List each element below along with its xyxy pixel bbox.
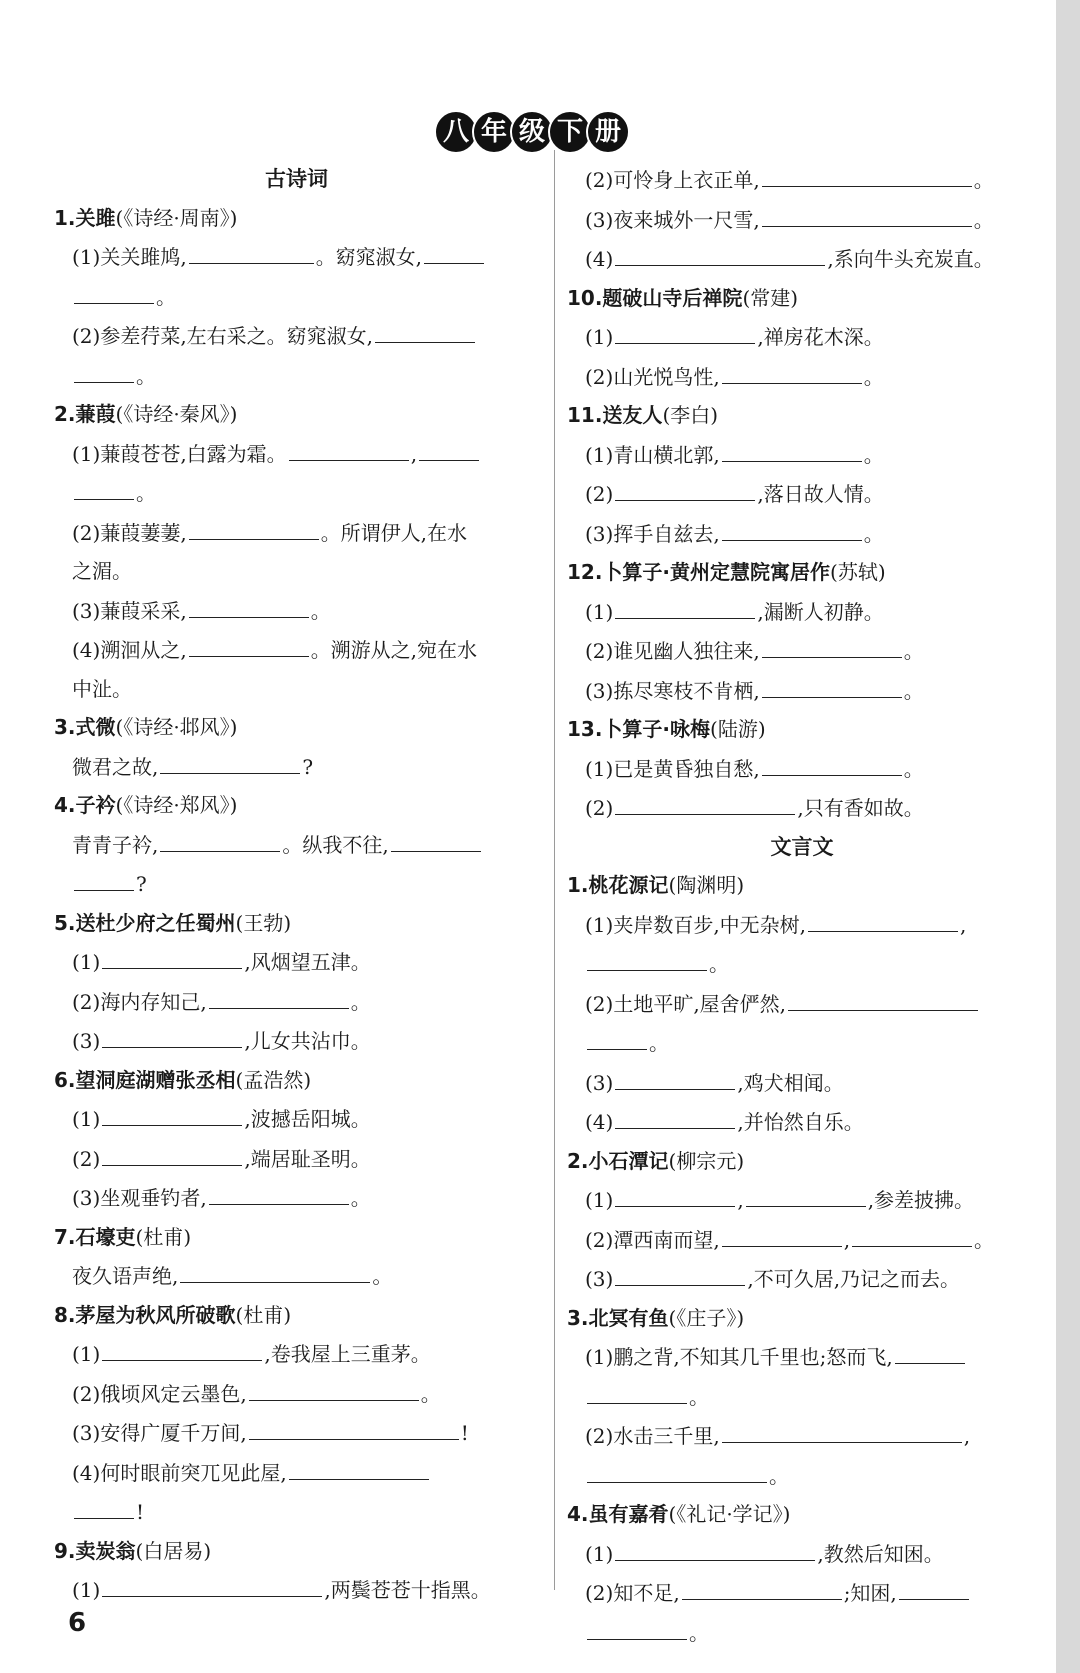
question-line: (1) , ,参差披拂。: [567, 1180, 1037, 1220]
title-char: 级: [510, 110, 554, 154]
poem-title: 4.子衿(《诗经·郑风》): [54, 793, 238, 817]
answer-blank[interactable]: [189, 237, 314, 264]
question-line: (3) ,不可久居,乃记之而去。: [567, 1259, 1037, 1299]
question-line: 微君之故, ?: [54, 747, 539, 787]
question-line: 。: [567, 1377, 1037, 1417]
question-line: (3)夜来城外一尺雪, 。: [567, 200, 1037, 240]
answer-blank[interactable]: [189, 591, 309, 618]
answer-blank[interactable]: [899, 1573, 969, 1600]
question-line: (2) ,只有香如故。: [567, 788, 1037, 828]
question-line: (2) ,端居耻圣明。: [54, 1139, 539, 1179]
question-line: ?: [54, 864, 539, 904]
poem-title: 12.卜算子·黄州定慧院寓居作(苏轼): [567, 560, 886, 584]
question-line: 。: [567, 1456, 1037, 1496]
page-number: 6: [68, 1608, 87, 1638]
question-line: (1) ,禅房花木深。: [567, 317, 1037, 357]
essay-title: 4.虽有嘉肴(《礼记·学记》): [567, 1502, 791, 1526]
answer-blank[interactable]: [615, 1102, 735, 1129]
question-line: (2)水击三千里, ,: [567, 1416, 1037, 1456]
poem-title: 5.送杜少府之任蜀州(王勃): [54, 910, 292, 935]
question-line: 青青子衿, 。纵我不往,: [54, 825, 539, 865]
answer-blank[interactable]: [682, 1573, 842, 1600]
poem-title: 3.式微(《诗经·邶风》): [54, 715, 238, 739]
question-line: 之湄。: [72, 559, 132, 583]
question-line: (3)蒹葭采采, 。: [54, 591, 539, 631]
section-heading-poetry: 古诗词: [265, 167, 328, 191]
answer-blank[interactable]: [615, 317, 755, 344]
answer-blank[interactable]: [249, 1413, 459, 1440]
answer-blank[interactable]: [180, 1256, 370, 1283]
answer-blank[interactable]: [808, 905, 958, 932]
left-column: [54, 160, 539, 1610]
question-line: (1)青山横北郭, 。: [567, 435, 1037, 475]
answer-blank[interactable]: [74, 277, 154, 304]
answer-blank[interactable]: [391, 825, 481, 852]
essay-title: 1.桃花源记(陶渊明): [567, 873, 745, 897]
answer-blank[interactable]: [615, 1180, 735, 1207]
question-line: (1) ,风烟望五津。: [54, 942, 539, 982]
answer-blank[interactable]: [852, 1220, 972, 1247]
answer-blank[interactable]: [289, 434, 409, 461]
question-line: (2)土地平旷,屋舍俨然,: [567, 984, 1037, 1024]
worksheet-page: [12, 0, 1052, 1673]
poem-title: 2.蒹葭(《诗经·秦风》): [54, 402, 238, 426]
answer-blank[interactable]: [209, 982, 349, 1009]
answer-blank[interactable]: [722, 435, 862, 462]
answer-blank[interactable]: [746, 1180, 866, 1207]
question-line: 。: [567, 1613, 1037, 1653]
answer-blank[interactable]: [102, 942, 242, 969]
answer-blank[interactable]: [160, 825, 280, 852]
question-line: (1)鹏之背,不知其几千里也;怒而飞,: [567, 1337, 1037, 1377]
question-line: (1)夹岸数百步,中无杂树, ,: [567, 905, 1037, 945]
essay-title: 2.小石潭记(柳宗元): [567, 1148, 745, 1173]
answer-blank[interactable]: [419, 434, 479, 461]
question-line: !: [54, 1492, 539, 1532]
right-column: [567, 160, 1037, 1652]
question-line: (3) ,儿女共沾巾。: [54, 1021, 539, 1061]
poem-title: 9.卖炭翁(白居易): [54, 1538, 212, 1563]
answer-blank[interactable]: [209, 1178, 349, 1205]
question-line: 。: [567, 944, 1037, 984]
answer-blank[interactable]: [587, 944, 707, 971]
answer-blank[interactable]: [189, 513, 319, 540]
question-line: (2)知不足, ;知困,: [567, 1573, 1037, 1613]
answer-blank[interactable]: [615, 1259, 745, 1286]
question-line: (2)可怜身上衣正单, 。: [567, 160, 1037, 200]
answer-blank[interactable]: [102, 1139, 242, 1166]
question-line: 。: [567, 1023, 1037, 1063]
question-line: 。: [54, 277, 539, 317]
answer-blank[interactable]: [615, 592, 755, 619]
answer-blank[interactable]: [895, 1337, 965, 1364]
question-line: (2)俄顷风定云墨色, 。: [54, 1374, 539, 1414]
answer-blank[interactable]: [587, 1377, 687, 1404]
title-char: 八: [434, 110, 478, 154]
answer-blank[interactable]: [722, 1416, 962, 1443]
answer-blank[interactable]: [762, 631, 902, 658]
question-line: (1) ,波撼岳阳城。: [54, 1099, 539, 1139]
essay-title: 3.北冥有鱼(《庄子》): [567, 1305, 745, 1330]
column-divider: [554, 150, 555, 1590]
poem-title: 10.题破山寺后禅院(常建): [567, 285, 799, 310]
answer-blank[interactable]: [762, 749, 902, 776]
question-line: (4) ,并怡然自乐。: [567, 1102, 1037, 1142]
question-line: (3)挥手自兹去, 。: [567, 514, 1037, 554]
answer-blank[interactable]: [722, 1220, 842, 1247]
question-line: (1)已是黄昏独自愁, 。: [567, 749, 1037, 789]
answer-blank[interactable]: [189, 630, 309, 657]
poem-title: 1.关雎(《诗经·周南》): [54, 205, 238, 230]
answer-blank[interactable]: [722, 514, 862, 541]
question-line: (3) ,鸡犬相闻。: [567, 1063, 1037, 1103]
answer-blank[interactable]: [375, 316, 475, 343]
question-line: (1) ,卷我屋上三重茅。: [54, 1334, 539, 1374]
question-line: (4)何时眼前突兀见此屋,: [54, 1453, 539, 1493]
question-line: (1) ,教然后知困。: [567, 1534, 1037, 1574]
question-line: (2)谁见幽人独往来, 。: [567, 631, 1037, 671]
poem-title: 7.石壕吏(杜甫): [54, 1224, 192, 1249]
answer-blank[interactable]: [587, 1613, 687, 1640]
answer-blank[interactable]: [102, 1021, 242, 1048]
poem-title: 6.望洞庭湖赠张丞相(孟浩然): [54, 1067, 312, 1092]
page-title: [12, 110, 1052, 154]
question-line: 夜久语声绝, 。: [54, 1256, 539, 1296]
section-heading-classical: 文言文: [770, 834, 834, 859]
answer-blank[interactable]: [587, 1023, 647, 1050]
question-line: (1)蒹葭苍苍,白露为霜。 ,: [54, 434, 539, 474]
answer-blank[interactable]: [74, 1492, 134, 1519]
answer-blank[interactable]: [587, 1456, 767, 1483]
question-line: (4) ,系向牛头充炭直。: [567, 239, 1037, 279]
question-line: (1)关关雎鸠, 。窈窕淑女,: [54, 237, 539, 277]
question-line: (2)蒹葭萋萋, 。所谓伊人,在水: [54, 513, 539, 553]
question-line: (1) ,两鬓苍苍十指黑。: [54, 1570, 539, 1610]
question-line: (2)山光悦鸟性, 。: [567, 357, 1037, 397]
question-line: (2) ,落日故人情。: [567, 474, 1037, 514]
title-char: 册: [586, 110, 630, 154]
title-char: 年: [472, 110, 516, 154]
answer-blank[interactable]: [615, 474, 755, 501]
answer-blank[interactable]: [615, 1063, 735, 1090]
page-edge: [1056, 0, 1080, 1673]
question-line: (3)拣尽寒枝不肯栖, 。: [567, 671, 1037, 711]
answer-blank[interactable]: [74, 356, 134, 383]
answer-blank[interactable]: [762, 671, 902, 698]
question-line: (4)溯洄从之, 。溯游从之,宛在水: [54, 630, 539, 670]
answer-blank[interactable]: [615, 788, 795, 815]
question-line: 。: [54, 356, 539, 396]
answer-blank[interactable]: [160, 747, 300, 774]
question-line: (2)潭西南而望, , 。: [567, 1220, 1037, 1260]
answer-blank[interactable]: [762, 200, 972, 227]
answer-blank[interactable]: [102, 1334, 262, 1361]
answer-blank[interactable]: [289, 1453, 429, 1480]
answer-blank[interactable]: [74, 864, 134, 891]
answer-blank[interactable]: [424, 237, 484, 264]
answer-blank[interactable]: [722, 357, 862, 384]
title-char: 下: [548, 110, 592, 154]
question-line: (3)安得广厦千万间, !: [54, 1413, 539, 1453]
question-line: 中沚。: [72, 676, 132, 701]
question-line: (2)参差荇菜,左右采之。窈窕淑女,: [54, 316, 539, 356]
answer-blank[interactable]: [788, 984, 978, 1011]
answer-blank[interactable]: [74, 473, 134, 500]
question-line: (3)坐观垂钓者, 。: [54, 1178, 539, 1218]
question-line: (2)海内存知己, 。: [54, 982, 539, 1022]
answer-blank[interactable]: [102, 1099, 242, 1126]
poem-title: 13.卜算子·咏梅(陆游): [567, 717, 766, 741]
answer-blank[interactable]: [615, 239, 825, 266]
question-line: (1) ,漏断人初静。: [567, 592, 1037, 632]
poem-title: 11.送友人(李白): [567, 403, 719, 427]
question-line: 。: [54, 473, 539, 513]
answer-blank[interactable]: [762, 160, 972, 187]
answer-blank[interactable]: [249, 1374, 419, 1401]
answer-blank[interactable]: [102, 1570, 322, 1597]
poem-title: 8.茅屋为秋风所破歌(杜甫): [54, 1302, 292, 1327]
answer-blank[interactable]: [615, 1534, 815, 1561]
